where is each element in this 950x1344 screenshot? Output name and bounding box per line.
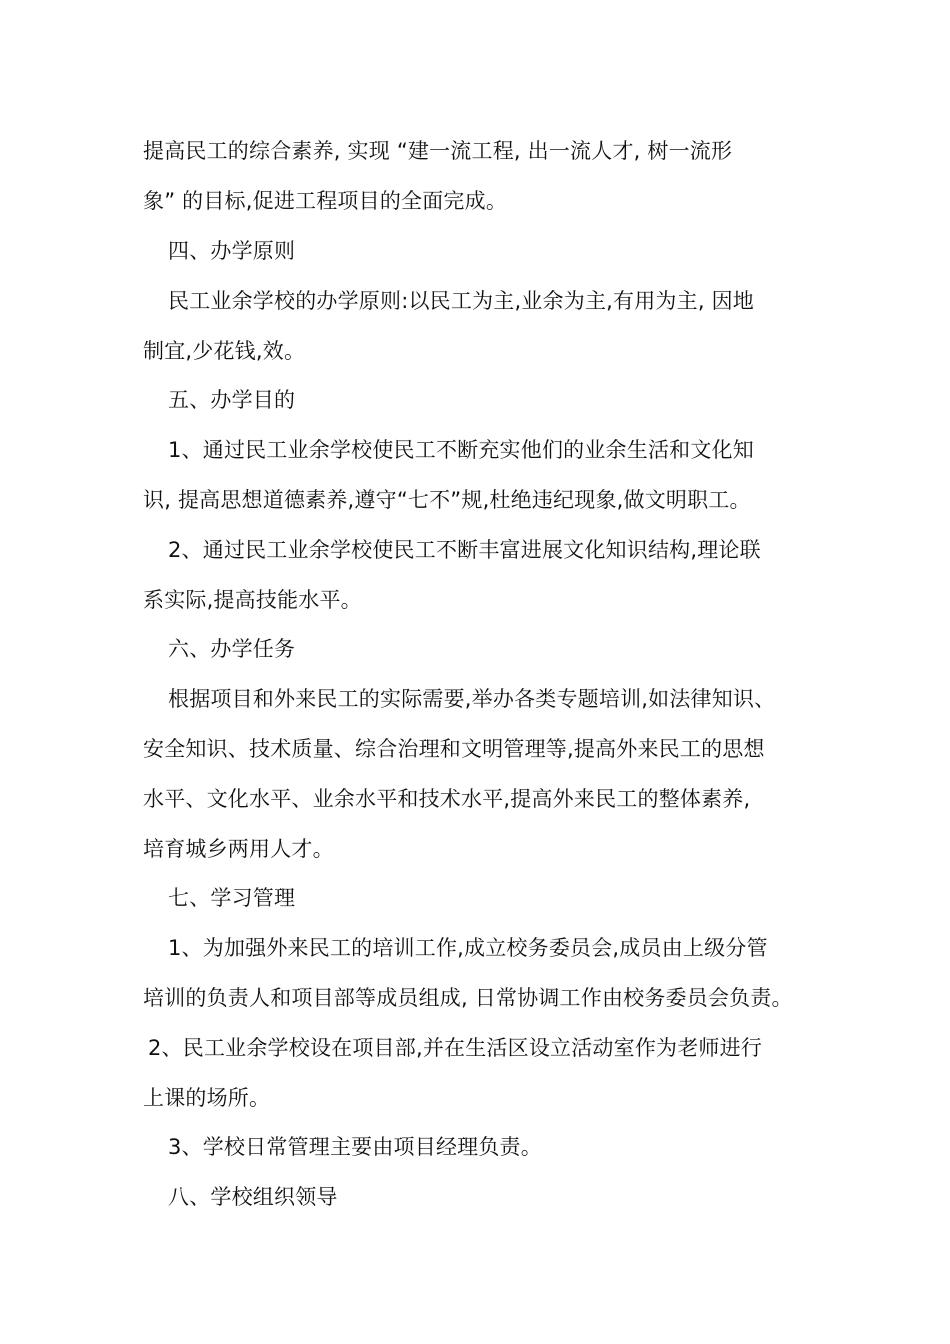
- text-line: 2、通过民工业余学校使民工不断丰富进展文化知识结构,理论联: [168, 538, 761, 562]
- text-line: 制宜,少花钱,效。: [143, 339, 306, 363]
- section-heading: 五、办学目的: [168, 388, 296, 412]
- text-line: 培训的负责人和项目部等成员组成, 日常协调工作由校务委员会负责。: [143, 986, 793, 1010]
- text-line: 3、学校日常管理主要由项目经理负责。: [168, 1135, 542, 1159]
- text-line: 象” 的目标,促进工程项目的全面完成。: [143, 189, 508, 213]
- text-line: 1、为加强外来民工的培训工作,成立校务委员会,成员由上级分管: [168, 936, 768, 960]
- text-line: 培育城乡两用人才。: [143, 837, 334, 861]
- section-heading: 六、办学任务: [168, 637, 296, 661]
- section-heading: 八、学校组织领导: [168, 1185, 338, 1209]
- text-line: 1、通过民工业余学校使民工不断充实他们的业余生活和文化知: [168, 438, 754, 462]
- text-line: 上课的场所。: [143, 1086, 271, 1110]
- text-line: 系实际,提高技能水平。: [143, 588, 362, 612]
- text-line: 安全知识、技术质量、综合治理和文明管理等,提高外来民工的思想: [143, 737, 765, 761]
- text-line: 民工业余学校的办学原则:以民工为主,业余为主,有用为主, 因地: [168, 289, 754, 313]
- text-line: 水平、文化水平、业余水平和技术水平,提高外来民工的整体素养,: [143, 787, 751, 811]
- section-heading: 四、办学原则: [168, 239, 296, 263]
- text-line: 提高民工的综合素养, 实现 “建一流工程, 出一流人才, 树一流形: [143, 139, 733, 163]
- text-line: 根据项目和外来民工的实际需要,举办各类专题培训,如法律知识、: [168, 687, 776, 711]
- section-heading: 七、学习管理: [168, 886, 296, 910]
- text-line: 2、民工业余学校设在项目部,并在生活区设立活动室作为老师进行: [148, 1036, 763, 1060]
- text-line: 识, 提高思想道德素养,遵守“七不”规,杜绝违纪现象,做文明职工。: [143, 488, 751, 512]
